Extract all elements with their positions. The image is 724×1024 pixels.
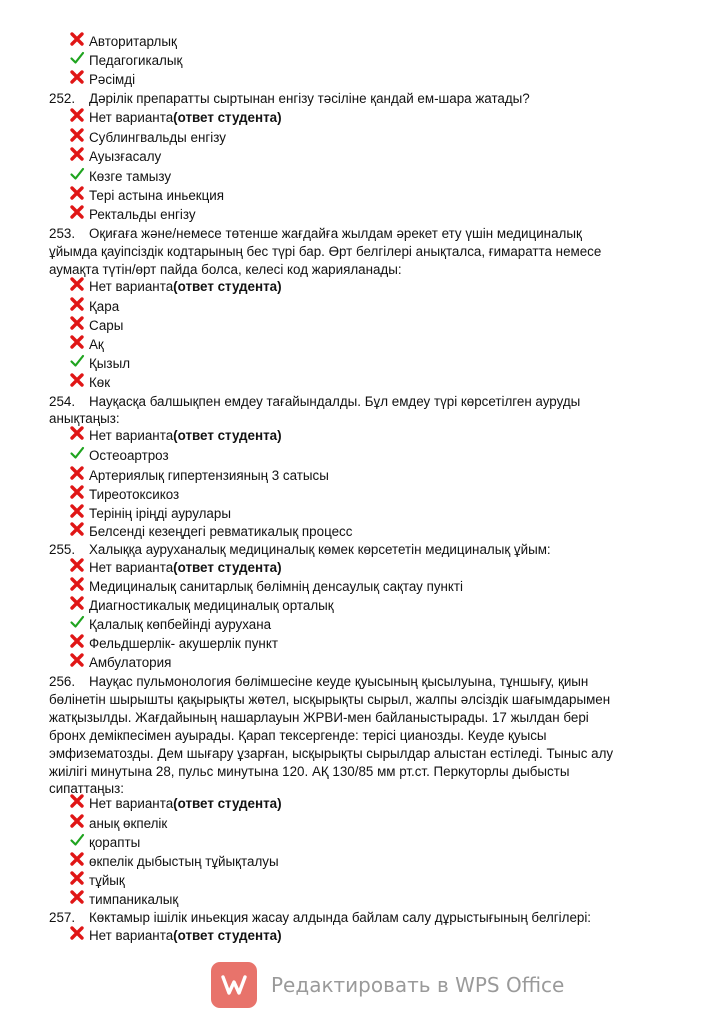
question-text: Көктамыр ішілік иньекция жасау алдында байлам салу дұрыстығының белгілері: bbox=[89, 910, 592, 925]
question-text-line: бронх демікпесімен ауырады. Қарап тексергенде: терісі цианозды. Кеуде қуысы bbox=[49, 728, 547, 743]
option-item bbox=[69, 427, 282, 444]
option-text: Нет варианта bbox=[89, 279, 174, 294]
question-number: 252. bbox=[49, 91, 76, 106]
student-answer-label: (ответ студента) bbox=[173, 428, 282, 443]
check-icon bbox=[69, 50, 85, 66]
cross-icon bbox=[69, 334, 85, 350]
student-answer-label: (ответ студента) bbox=[173, 796, 282, 811]
question-252 bbox=[49, 90, 530, 107]
option-text: Остеоартроз bbox=[89, 448, 169, 463]
question-text-line: сипаттаңыз: bbox=[49, 781, 125, 796]
question-255 bbox=[49, 541, 551, 558]
cross-icon bbox=[69, 889, 85, 905]
option-item bbox=[69, 815, 167, 832]
option-text: Көк bbox=[89, 375, 111, 390]
option-item bbox=[69, 317, 123, 334]
wps-edit-banner[interactable] bbox=[211, 962, 564, 1008]
option-item bbox=[69, 109, 282, 126]
option-item bbox=[69, 71, 135, 88]
question-text-line: анықтаңыз: bbox=[49, 411, 120, 426]
cross-icon bbox=[69, 851, 85, 867]
cross-icon bbox=[69, 107, 85, 123]
cross-icon bbox=[69, 595, 85, 611]
question-text: Халыққа ауруханалық медициналық көмек көрсететін медициналық ұйым: bbox=[89, 542, 551, 557]
option-item bbox=[69, 834, 140, 851]
option-text: Авторитарлық bbox=[89, 34, 177, 49]
option-item bbox=[69, 597, 334, 614]
cross-icon bbox=[69, 652, 85, 668]
option-item bbox=[69, 168, 171, 185]
cross-icon bbox=[69, 296, 85, 312]
option-text: Диагностикалық медициналық орталық bbox=[89, 598, 334, 613]
option-text: тимпаникалық bbox=[89, 892, 179, 907]
option-text: Қалалық көпбейінді аурухана bbox=[89, 617, 272, 632]
question-number: 254. bbox=[49, 394, 76, 409]
question-257 bbox=[49, 909, 591, 926]
option-item bbox=[69, 374, 110, 391]
option-item bbox=[69, 559, 282, 576]
question-text-line: эмфизематозды. Дем шығару ұзарған, ысқырықты сырылдар алыстан естіледі. Тыныс алу bbox=[49, 746, 614, 761]
option-text: Медициналық санитарлық бөлімнің денсаулық сақтау пункті bbox=[89, 579, 464, 594]
option-text: Ауызғасалу bbox=[89, 149, 162, 164]
option-text: Тиреотоксикоз bbox=[89, 487, 180, 502]
question-256 bbox=[49, 673, 588, 690]
student-answer-label: (ответ студента) bbox=[173, 560, 282, 575]
option-item bbox=[69, 336, 104, 353]
question-text-line: бөлінетін шырышты қақырықты жөтел, ысқырықты сырыл, жалпы әлсіздік шағымдарымен bbox=[49, 692, 611, 707]
option-text: қорапты bbox=[89, 835, 141, 850]
option-text: Рәсімді bbox=[89, 72, 136, 87]
option-text: Ректальды енгізу bbox=[89, 207, 196, 222]
cross-icon bbox=[69, 425, 85, 441]
question-text: Науқас пульмонология бөлімшесіне кеуде қуысының қысылуына, тұншығу, қиын bbox=[89, 674, 589, 689]
option-item bbox=[69, 278, 282, 295]
question-text-line: жиілігі минутына 28, пульс минутына 120. АҚ 130/85 мм рт.ст. Перкуторлы дыбысты bbox=[49, 764, 570, 779]
student-answer-label: (ответ студента) bbox=[173, 110, 282, 125]
option-text: Белсенді кезеңдегі ревматикалық процесс bbox=[89, 524, 353, 539]
cross-icon bbox=[69, 372, 85, 388]
option-item bbox=[69, 447, 169, 464]
cross-icon bbox=[69, 146, 85, 162]
question-number: 255. bbox=[49, 542, 76, 557]
option-text: тұйық bbox=[89, 873, 125, 888]
option-text: Сублингвальды енгізу bbox=[89, 130, 226, 145]
option-item bbox=[69, 187, 224, 204]
wps-logo-icon bbox=[211, 962, 257, 1008]
question-number: 256. bbox=[49, 674, 76, 689]
cross-icon bbox=[69, 521, 85, 537]
option-item bbox=[69, 298, 119, 315]
check-icon bbox=[69, 832, 85, 848]
check-icon bbox=[69, 166, 85, 182]
option-text: Нет варианта bbox=[89, 428, 174, 443]
check-icon bbox=[69, 445, 85, 461]
option-text: Көзге тамызу bbox=[89, 169, 172, 184]
option-text: Амбулатория bbox=[89, 655, 172, 670]
option-text: Нет варианта bbox=[89, 928, 174, 943]
question-text: Дәрілік препаратты сыртынан енгізу тәсіліне қандай ем-шара жатады? bbox=[89, 91, 530, 106]
option-text: Педагогикалық bbox=[89, 53, 183, 68]
question-text-line: жатқызылды. Жағдайының нашарлауын ЖРВИ-мен байланыстырады. 17 жылдан бері bbox=[49, 710, 589, 725]
cross-icon bbox=[69, 633, 85, 649]
option-item bbox=[69, 355, 130, 372]
option-text: Терінің іріңді аурулары bbox=[89, 506, 231, 521]
wps-edit-label[interactable]: Редактировать в WPS Office bbox=[271, 973, 565, 997]
option-text: Тері астына иньекция bbox=[89, 188, 225, 203]
option-item bbox=[69, 891, 178, 908]
option-item bbox=[69, 523, 352, 540]
check-icon bbox=[69, 353, 85, 369]
cross-icon bbox=[69, 127, 85, 143]
option-text: анық өкпелік bbox=[89, 816, 168, 831]
option-text: Фельдшерлік- акушерлік пункт bbox=[89, 636, 278, 651]
cross-icon bbox=[69, 69, 85, 85]
check-icon bbox=[69, 614, 85, 630]
option-text: Нет варианта bbox=[89, 110, 174, 125]
option-item bbox=[69, 578, 463, 595]
option-item bbox=[69, 129, 226, 146]
option-item bbox=[69, 635, 278, 652]
cross-icon bbox=[69, 315, 85, 331]
option-item bbox=[69, 505, 231, 522]
student-answer-label: (ответ студента) bbox=[173, 928, 282, 943]
option-item bbox=[69, 52, 182, 69]
option-item bbox=[69, 206, 196, 223]
cross-icon bbox=[69, 465, 85, 481]
question-text-line: аумақта түтін/өрт пайда болса, келесі код жарияланады: bbox=[49, 262, 402, 277]
option-text: өкпелік дыбыстың тұйықталуы bbox=[89, 854, 279, 869]
option-text: Ақ bbox=[89, 337, 104, 352]
question-number: 253. bbox=[49, 226, 76, 241]
option-item bbox=[69, 486, 179, 503]
cross-icon bbox=[69, 925, 85, 941]
option-item bbox=[69, 616, 271, 633]
question-254 bbox=[49, 393, 580, 410]
option-item bbox=[69, 872, 125, 889]
option-item bbox=[69, 148, 161, 165]
cross-icon bbox=[69, 813, 85, 829]
cross-icon bbox=[69, 503, 85, 519]
option-item bbox=[69, 795, 282, 812]
option-item bbox=[69, 33, 177, 50]
option-text: Артериялық гипертензияның 3 сатысы bbox=[89, 468, 329, 483]
question-text-line: ұйымда қауіпсіздік кодтарының бес түрі бар. Өрт белгілері анықталса, ғимаратта немесе bbox=[49, 244, 602, 259]
cross-icon bbox=[69, 204, 85, 220]
option-text: Қызыл bbox=[89, 356, 131, 371]
option-item bbox=[69, 654, 171, 671]
student-answer-label: (ответ студента) bbox=[173, 279, 282, 294]
option-item bbox=[69, 853, 279, 870]
option-text: Қара bbox=[89, 299, 120, 314]
question-text: Оқиғаға және/немесе төтенше жағдайға жылдам әрекет ету үшін медициналық bbox=[89, 226, 582, 241]
option-text: Нет варианта bbox=[89, 560, 174, 575]
option-item bbox=[69, 927, 282, 944]
cross-icon bbox=[69, 870, 85, 886]
cross-icon bbox=[69, 276, 85, 292]
question-253 bbox=[49, 225, 582, 242]
cross-icon bbox=[69, 185, 85, 201]
cross-icon bbox=[69, 576, 85, 592]
option-text: Нет варианта bbox=[89, 796, 174, 811]
cross-icon bbox=[69, 557, 85, 573]
question-number: 257. bbox=[49, 910, 76, 925]
cross-icon bbox=[69, 31, 85, 47]
option-item bbox=[69, 467, 329, 484]
option-text: Сары bbox=[89, 318, 124, 333]
question-text: Науқасқа балшықпен емдеу тағайындалды. Бұл емдеу түрі көрсетілген ауруды bbox=[89, 394, 581, 409]
cross-icon bbox=[69, 793, 85, 809]
cross-icon bbox=[69, 484, 85, 500]
